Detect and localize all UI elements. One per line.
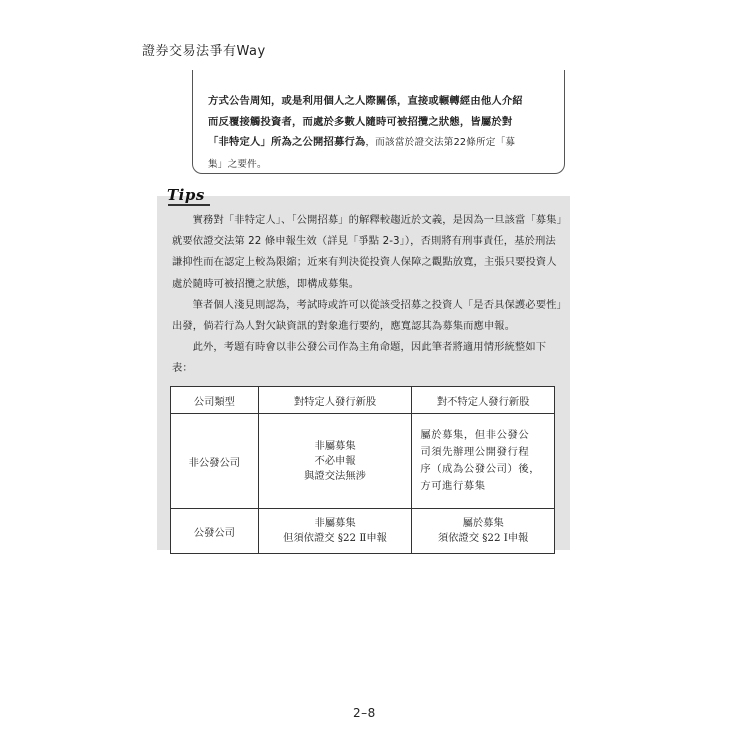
quote-line: 而反覆接觸投資者，而處於多數人隨時可被招攬之狀態，皆屬於對 bbox=[208, 115, 513, 128]
quote-line: 方式公告周知，或是利用個人之人際關係，直接或輾轉經由他人介紹 bbox=[208, 95, 523, 107]
quote-line: 「非特定人」所為之公開招募行為，而該當於證交法第22條所定「募 bbox=[208, 136, 516, 149]
summary-table bbox=[170, 386, 555, 554]
column-header: 公司類型 bbox=[171, 387, 259, 414]
specific-issue-cell: 非屬募集 但須依證交 §22 Ⅱ申報 bbox=[258, 509, 412, 554]
table-row bbox=[171, 509, 555, 554]
page-number: 2–8 bbox=[353, 706, 376, 720]
column-header: 對不特定人發行新股 bbox=[412, 387, 555, 414]
company-type-cell: 公發公司 bbox=[171, 509, 259, 554]
tips-body bbox=[172, 210, 565, 380]
specific-issue-cell: 非屬募集 不必申報 與證交法無涉 bbox=[258, 414, 412, 509]
table-row bbox=[171, 414, 555, 509]
column-header: 對特定人發行新股 bbox=[258, 387, 412, 414]
table-header-row bbox=[171, 387, 555, 414]
tips-underline bbox=[168, 204, 210, 206]
tips-label: Tips bbox=[167, 186, 205, 204]
tips-paragraph: 此外，考題有時會以非公發公司作為主角命題，因此筆者將適用情形統整如下表： bbox=[172, 341, 547, 375]
tips-paragraph: 筆者個人淺見則認為，考試時或許可以從該受招募之投資人「是否具保護必要性」出發，倘若行為人對欠缺資訊的對象進行要約，應寬認其為募集而應申報。 bbox=[172, 298, 562, 333]
company-type-cell: 非公發公司 bbox=[171, 414, 259, 509]
quote-line: 集」之要件。 bbox=[208, 158, 267, 170]
quoted-passage-box bbox=[192, 70, 565, 174]
tips-paragraph: 實務對「非特定人」、「公開招募」的解釋較趨近於文義，是因為一旦該當「募集」就要依證交法第 22 條申報生效（詳見「爭點 2-3」），否則將有刑事責任，基於刑法謙抑性而在認定上較為限縮；近來有判決從投資人保障之觀點放寬，主張只要投資人處於隨時可被招攬之狀態，即構成募集。 bbox=[172, 214, 562, 290]
nonspecific-issue-cell: 屬於募集，但非公發公 司須先辦理公開發行程 序（成為公發公司）後， 方可進行募集 bbox=[412, 414, 555, 509]
nonspecific-issue-cell: 屬於募集 須依證交 §22 Ⅰ申報 bbox=[412, 509, 555, 554]
running-header: 證券交易法爭有Way bbox=[142, 44, 266, 59]
